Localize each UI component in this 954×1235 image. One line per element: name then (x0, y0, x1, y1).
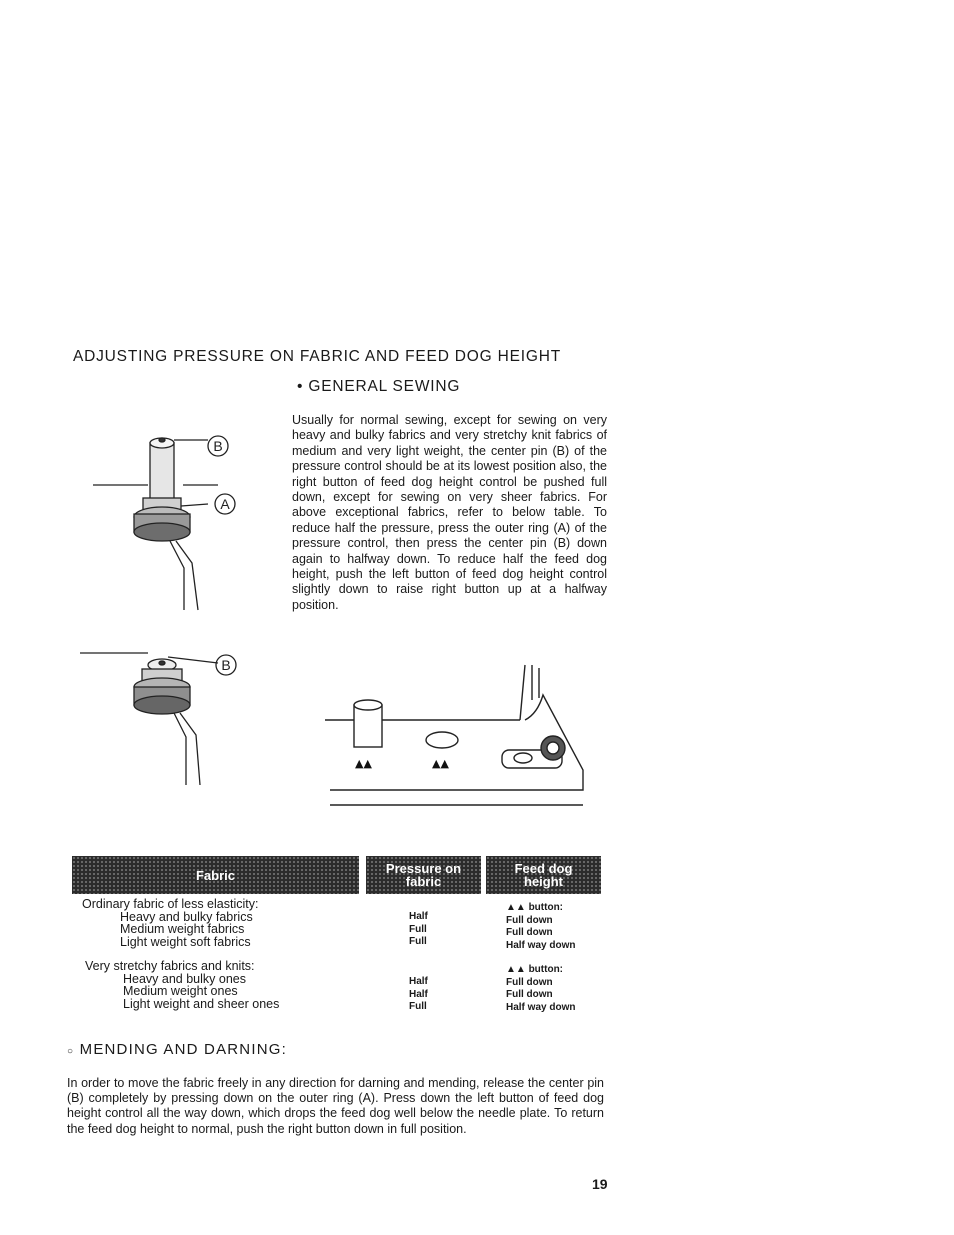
subsection-title: • GENERAL SEWING (297, 378, 461, 395)
group-title: Ordinary fabric of less elasticity: (82, 897, 259, 911)
mending-heading: ○ MENDING AND DARNING: (67, 1041, 287, 1058)
feed-dog-values-stretchy: ▲▲ button: Full down Full down Half way down (506, 964, 576, 1013)
feed-dog-symbol-right: ▲▲ (432, 757, 449, 770)
pressure-values-stretchy: Half Half Full (409, 976, 428, 1012)
group-title: Very stretchy fabrics and knits: (85, 959, 255, 973)
pressure-control-figure-bottom (78, 645, 248, 790)
table-group-ordinary (82, 898, 258, 948)
table-header-feed-dog: Feed dog height (486, 856, 601, 894)
page-number: 19 (592, 1176, 608, 1192)
table-group-stretchy (85, 960, 279, 1010)
machine-panel-figure (325, 660, 590, 810)
label-b-top: B (213, 438, 223, 454)
intro-paragraph: Usually for normal sewing, except for sewing on very heavy and bulky fabrics and very stretchy knit fabrics of medium and very light weight, the center pin (B) of the pressure control should be at its lowest position also, the right button of feed dog height control be pushed full down, except for sewing on very sheer fabrics. For above exceptional fabrics, refer to below table. To reduce half the pressure, press the outer ring (A) of the pressure control, then press the center pin (B) down again to halfway down. To reduce half the feed dog height, push the left button of feed dog height control slightly down to raise right button up at a halfway position. (292, 413, 607, 612)
feed-dog-values-ordinary: ▲▲ button: Full down Full down Half way down (506, 902, 576, 951)
table-row: Light weight and sheer ones (123, 996, 280, 1011)
table-row: Heavy and bulky fabrics (120, 909, 253, 924)
table-row: Medium weight ones (123, 984, 238, 998)
table-row: Heavy and bulky ones (123, 971, 246, 986)
mending-paragraph: In order to move the fabric freely in any direction for darning and mending, release the center pin (B) completely by pressing down on the outer ring (A). Press down the left button of feed dog height control all the way down, which drops the feed dog well below the needle plate. To return the feed dog height to normal, push the right button down in full position. (67, 1076, 604, 1136)
bullet-icon: ○ (67, 1046, 75, 1057)
table-row: Light weight soft fabrics (120, 934, 251, 949)
pressure-control-figure-top (88, 428, 248, 618)
label-a: A (220, 496, 230, 512)
label-b-bottom: B (221, 657, 231, 673)
feed-dog-button-icon: ▲▲ (506, 902, 526, 913)
feed-dog-button-icon: ▲▲ (506, 964, 526, 975)
pressure-values-ordinary: Half Full Full (409, 911, 428, 947)
table-header-pressure: Pressure on fabric (366, 856, 481, 894)
table-header-fabric: Fabric (72, 856, 359, 894)
table-row: Medium weight fabrics (120, 922, 245, 936)
feed-dog-symbol-left: ▲▲ (355, 757, 372, 770)
section-title: ADJUSTING PRESSURE ON FABRIC AND FEED DOG HEIGHT (73, 348, 561, 365)
